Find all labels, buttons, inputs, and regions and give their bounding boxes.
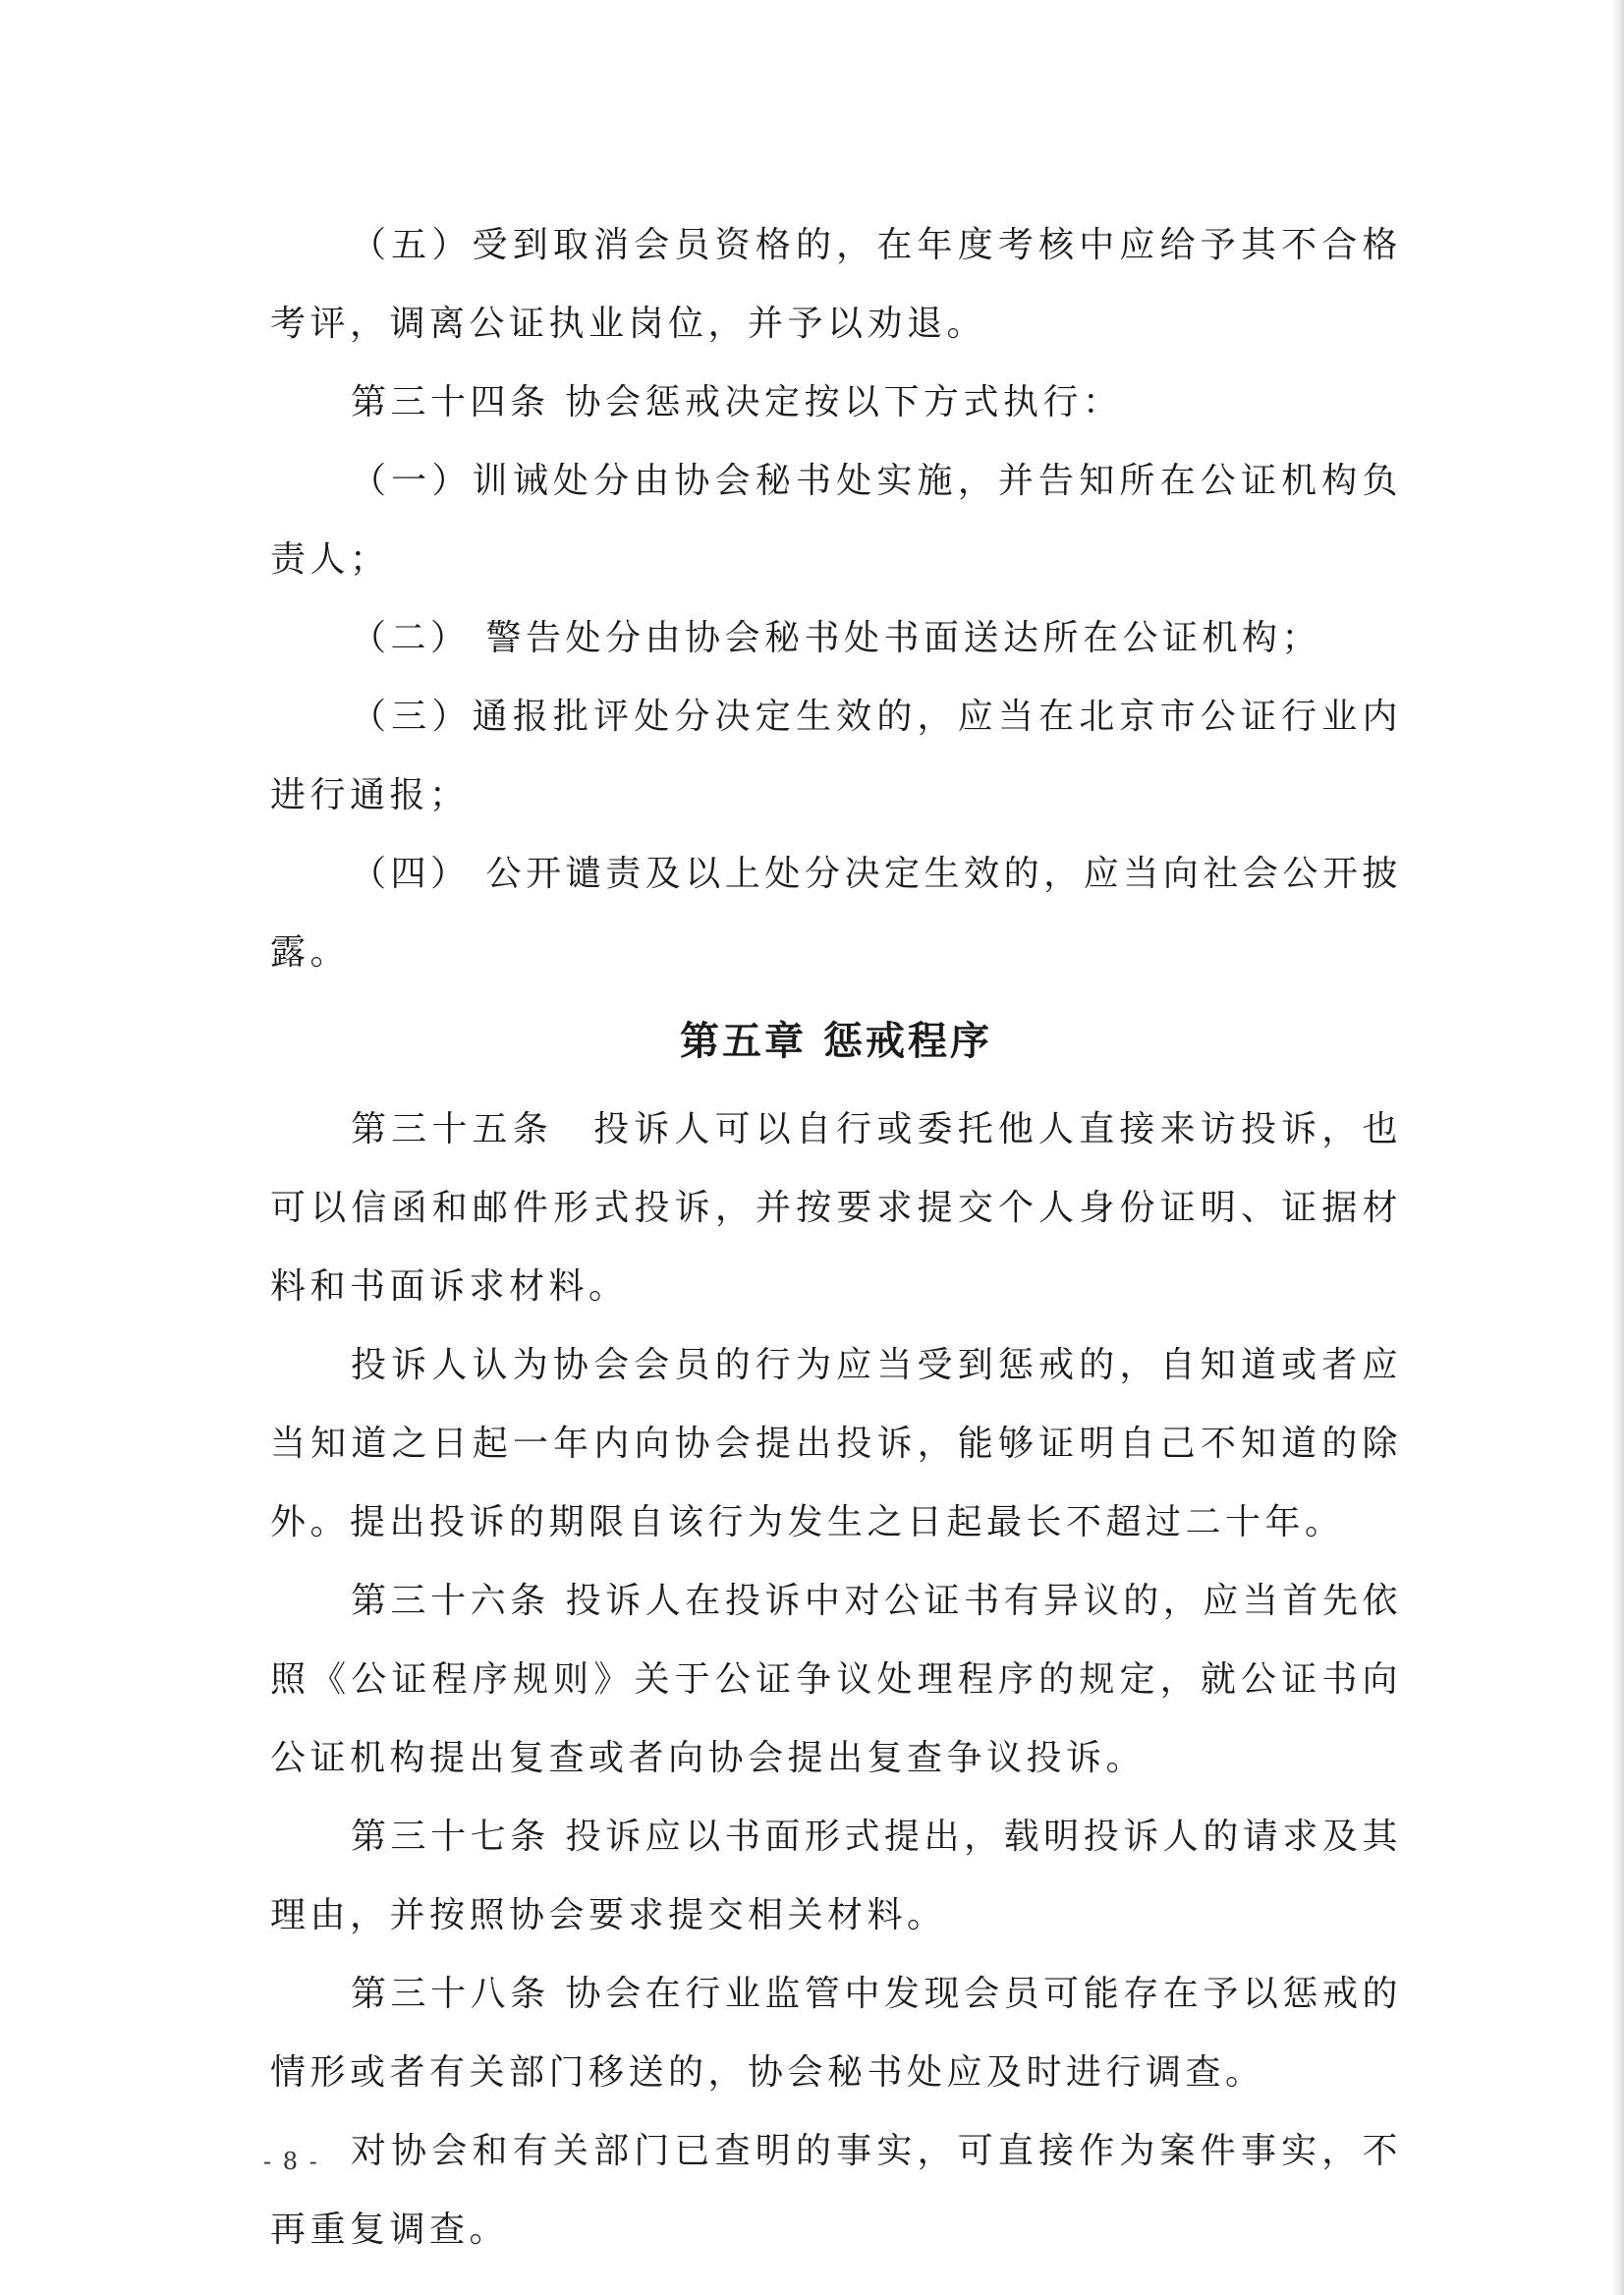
article-38-established-facts: 对协会和有关部门已查明的事实，可直接作为案件事实，不再重复调查。 [270,2131,1402,2250]
article-37: 第三十七条 投诉应以书面形式提出，载明投诉人的请求及其理由，并按照协会要求提交相关材料。 [270,1817,1402,1935]
article-34: 第三十四条 协会惩戒决定按以下方式执行： [351,382,1123,422]
article-34-item-2: （二） 警告处分由协会秘书处书面送达所在公证机构； [351,618,1321,658]
scan-edge-shadow [1610,0,1624,2295]
article-35-complaint-period: 投诉人认为协会会员的行为应当受到惩戒的，自知道或者应当知道之日起一年内向协会提出投诉，能够证明自己不知道的除外。提出投诉的期限自该行为发生之日起最长不超过二十年。 [270,1345,1402,1542]
article-34-item-4: （四） 公开谴责及以上处分决定生效的，应当向社会公开披露。 [270,854,1402,973]
article-34-item-3: （三）通报批评处分决定生效的，应当在北京市公证行业内进行通报； [270,697,1402,815]
paragraph-item-5-disqualification: （五）受到取消会员资格的，在年度考核中应给予其不合格考评，调离公证执业岗位，并予以劝退。 [270,225,1402,344]
article-38: 第三十八条 协会在行业监管中发现会员可能存在予以惩戒的情形或者有关部门移送的，协会秘书处应及时进行调查。 [270,1974,1402,2093]
page-number: - 8 - [263,2148,319,2175]
article-36: 第三十六条 投诉人在投诉中对公证书有异议的，应当首先依照《公证程序规则》关于公证争议处理程序的规定，就公证书向公证机构提出复查或者向协会提出复查争议投诉。 [270,1581,1402,1778]
page-content [270,206,1402,2269]
article-35: 第三十五条 投诉人可以自行或委托他人直接来访投诉，也可以信函和邮件形式投诉，并按要求提交个人身份证明、证据材料和书面诉求材料。 [270,1109,1402,1307]
chapter-heading: 第五章 惩戒程序 [680,1019,992,1064]
article-34-item-1: （一）训诫处分由协会秘书处实施，并告知所在公证机构负责人； [270,461,1402,580]
